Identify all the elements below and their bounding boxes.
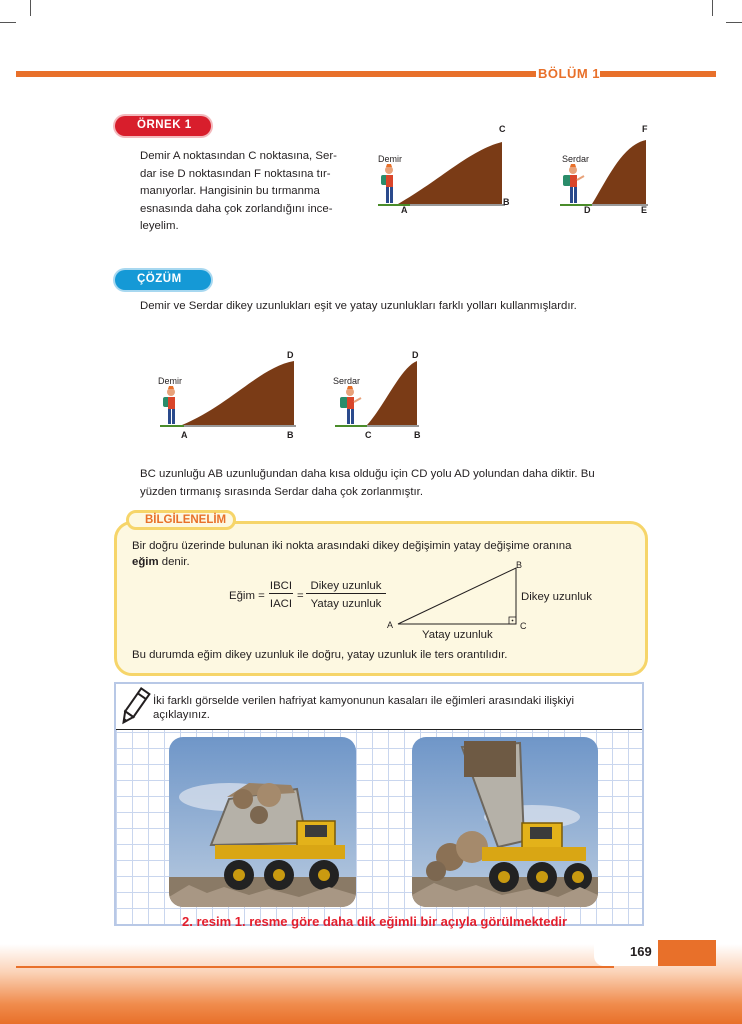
- figure-person-label: Demir: [378, 154, 402, 164]
- info-note: Bu durumda eğim dikey uzunluk ile doğru, yatay uzunluk ile ters orantılıdır.: [132, 649, 508, 661]
- triangle-vertex-label: C: [520, 621, 527, 631]
- triangle-vertical-label: Dikey uzunluk: [521, 591, 592, 603]
- header-rule-right: [600, 71, 716, 77]
- point-label: B: [414, 430, 421, 440]
- info-badge: BİLGİLENELİM: [126, 510, 236, 530]
- handwritten-answer: 2. resim 1. resme göre daha dik eğimli bir açıyla görülmektedir: [182, 914, 568, 929]
- solution-figure-demir: [150, 355, 310, 435]
- triangle-shape: [398, 568, 516, 624]
- truck-chassis: [482, 847, 586, 861]
- dump-truck-photo-2: [412, 737, 598, 907]
- pencil-icon: [118, 684, 152, 728]
- point-label: A: [401, 205, 408, 215]
- page-number: 169: [630, 944, 652, 959]
- page-number-accent: [658, 940, 716, 966]
- example-badge: ÖRNEK 1: [115, 116, 211, 136]
- fraction-denominator: IACI: [269, 598, 293, 610]
- chapter-title: BÖLÜM 1: [538, 66, 600, 81]
- fraction-numerator: Dikey uzunluk: [306, 580, 386, 594]
- example-figure-demir: [370, 120, 520, 220]
- point-label: D: [412, 350, 419, 360]
- header-rule: [16, 71, 536, 77]
- definition-term: eğim: [132, 556, 159, 568]
- triangle-horizontal-label: Yatay uzunluk: [422, 629, 493, 641]
- slope-triangle: [390, 560, 530, 630]
- footer-rule: [16, 966, 614, 968]
- fraction-denominator: Yatay uzunluk: [310, 598, 382, 610]
- example-line: esnasında daha çok zorlandığını ince-: [140, 202, 333, 215]
- point-label: B: [287, 430, 294, 440]
- hiker-icon: [381, 164, 393, 203]
- example-figure-serdar: [552, 120, 652, 220]
- point-label: C: [365, 430, 372, 440]
- point-label: C: [499, 124, 506, 134]
- truck-window: [530, 827, 552, 839]
- figure-person-label: Demir: [158, 376, 182, 386]
- triangle-vertex-label: B: [516, 560, 523, 570]
- activity-prompt: [153, 694, 633, 722]
- solution-intro: Demir ve Serdar dikey uzunlukları eşit ve yatay uzunlukları farklı yolları kullanmışlardır.: [140, 300, 577, 312]
- point-label: A: [181, 430, 188, 440]
- example-line: leyelim.: [140, 220, 179, 232]
- fraction-numerator: IBCI: [269, 580, 293, 592]
- figure-person-label: Serdar: [333, 376, 361, 386]
- triangle-vertex-label: A: [387, 620, 394, 630]
- activity-prompt-line: İki farklı görselde verilen hafriyat kamyonunun kasaları ile eğimleri arasındaki ilişkiyi: [153, 695, 574, 707]
- point-label: E: [641, 205, 648, 215]
- formula-equals: =: [297, 590, 304, 602]
- dump-truck-photo-1: [169, 737, 356, 907]
- hill-slope: [182, 361, 294, 425]
- right-angle-dot: [512, 620, 514, 622]
- figure-person-label: Serdar: [562, 154, 590, 164]
- hill-slope: [398, 142, 502, 204]
- hiker-icon: [563, 164, 584, 203]
- point-label: B: [503, 197, 510, 207]
- example-text: [140, 148, 343, 236]
- crop-mark: [726, 22, 742, 23]
- point-label: D: [287, 350, 294, 360]
- crop-mark: [0, 22, 16, 23]
- example-line: manıyorlar. Hangisinin bu tırmanma: [140, 185, 320, 197]
- definition-line-1: Bir doğru üzerinde bulunan iki nokta arasındaki dikey değişimin yatay değişime oranına: [132, 540, 572, 552]
- point-label: F: [642, 124, 648, 134]
- truck-chassis: [215, 845, 345, 859]
- solution-figure-serdar: [325, 355, 425, 435]
- crop-mark: [30, 0, 31, 16]
- hiker-icon: [163, 386, 175, 424]
- activity-prompt-line: açıklayınız.: [153, 709, 210, 721]
- point-label: D: [584, 205, 591, 215]
- solution-badge: ÇÖZÜM: [115, 270, 211, 290]
- example-line: Demir A noktasından C noktasına, Ser-: [140, 150, 337, 162]
- definition-line-2: [132, 554, 190, 572]
- solution-conclusion-1: BC uzunluğu AB uzunluğundan daha kısa olduğu için CD yolu AD yolundan daha diktir. Bu: [140, 468, 595, 480]
- truck-window: [305, 825, 327, 837]
- crop-mark: [712, 0, 713, 16]
- hill-slope: [367, 361, 417, 425]
- hiker-icon: [340, 386, 361, 424]
- definition-tail: denir.: [158, 556, 190, 568]
- hill-slope: [592, 140, 646, 204]
- solution-conclusion-2: yüzden tırmanış sırasında Serdar daha çok zorlanmıştır.: [140, 486, 423, 498]
- formula-lhs: Eğim =: [229, 590, 265, 602]
- example-line: dar ise D noktasından F noktasına tır-: [140, 167, 331, 180]
